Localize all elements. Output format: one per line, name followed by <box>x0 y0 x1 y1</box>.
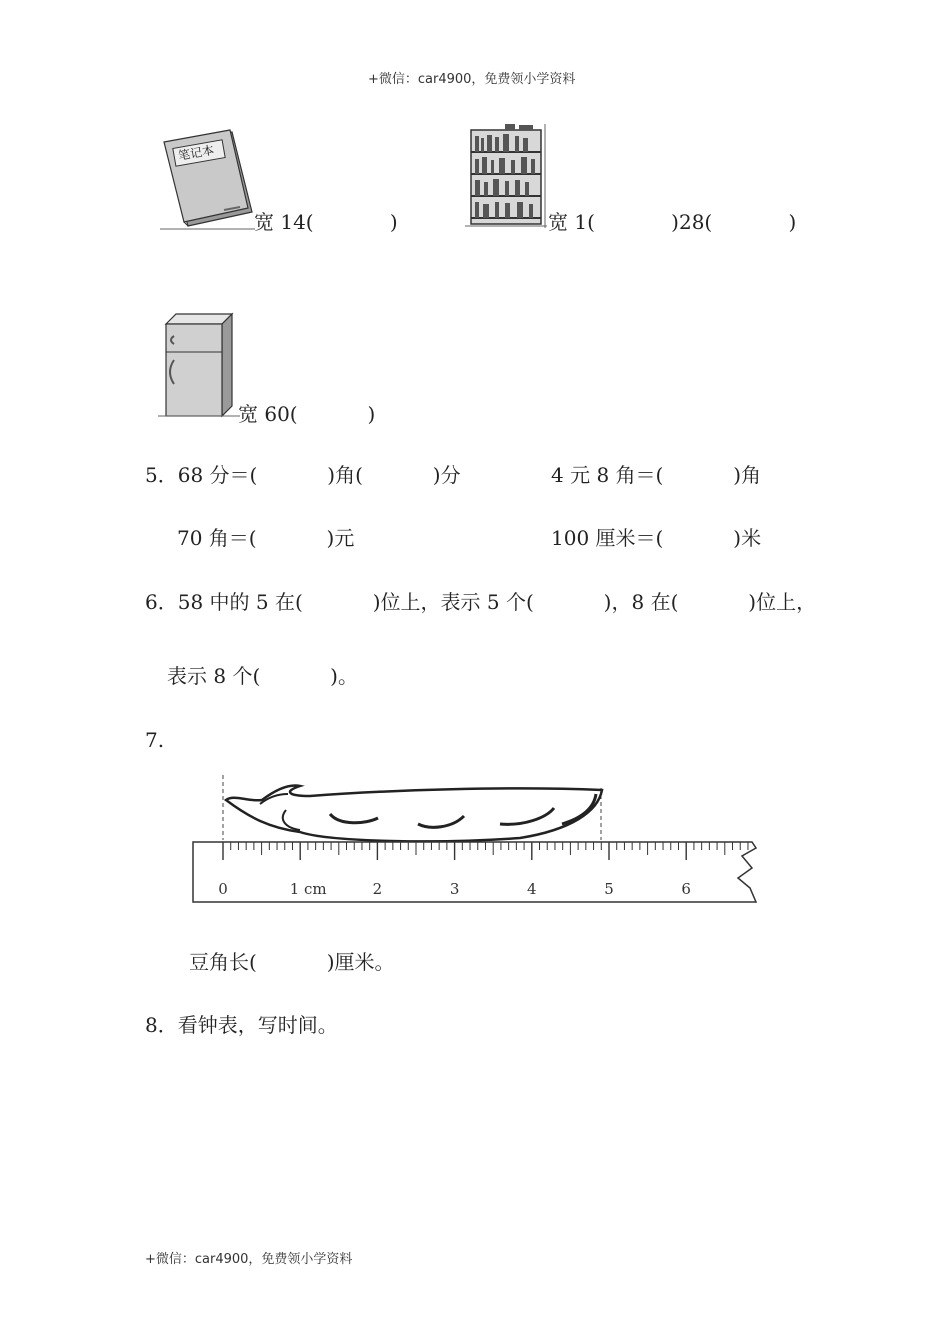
q5-line2-left: 70 角＝( )元 <box>177 526 355 550</box>
notebook-image <box>160 128 255 233</box>
ruler-label: 1 cm <box>289 880 327 898</box>
q7-number: 7. <box>145 728 165 752</box>
bookshelf-width-text: 宽 1( )28( ) <box>548 210 797 234</box>
fridge-image <box>158 310 240 418</box>
ruler-label: 5 <box>604 880 614 898</box>
bookshelf-image <box>465 124 550 228</box>
fridge-width-text: 宽 60( ) <box>238 402 376 426</box>
q6-line2: 表示 8 个( )。 <box>167 664 358 688</box>
q8-text: 8．看钟表，写时间。 <box>145 1013 338 1037</box>
page-footer: +微信：car4900，免费领小学资料 <box>145 1252 353 1267</box>
ruler-label: 3 <box>449 880 460 898</box>
page-header: +微信：car4900，免费领小学资料 <box>368 72 576 87</box>
notebook-width-text: 宽 14( ) <box>254 210 398 234</box>
q5-line2-right: 100 厘米＝( )米 <box>551 526 762 550</box>
ruler-body <box>193 842 756 902</box>
q5-line1-left: 5．68 分＝( )角( )分 <box>145 463 461 487</box>
notebook-cover-label: 笔记本 <box>177 142 216 164</box>
q6-line1: 6．58 中的 5 在( )位上，表示 5 个( )，8 在( )位上， <box>145 590 817 614</box>
ruler-label: 6 <box>681 880 691 898</box>
ruler-figure <box>190 772 760 912</box>
q5-line1-right: 4 元 8 角＝( )角 <box>551 463 762 487</box>
ruler-label: 2 <box>372 880 383 898</box>
q7-answer: 豆角长( )厘米。 <box>189 950 395 974</box>
ruler-label: 0 <box>218 880 228 898</box>
ruler-label: 4 <box>527 880 537 898</box>
